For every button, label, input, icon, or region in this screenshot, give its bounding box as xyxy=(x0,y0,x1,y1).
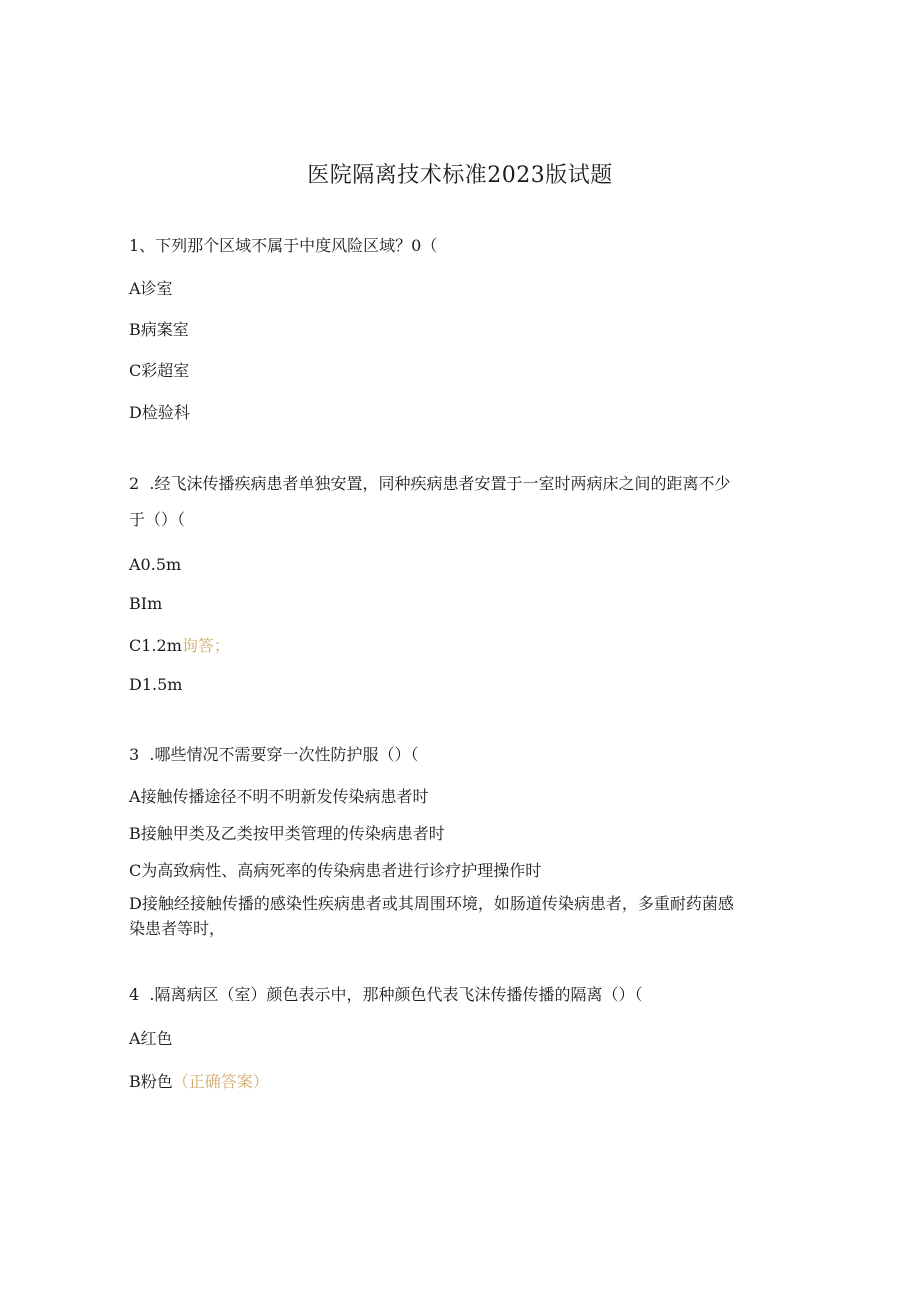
q4-option-b-note: （正确答案） xyxy=(172,1072,269,1091)
q4-option-a: A红色 xyxy=(129,1029,173,1048)
question-4: 4 .隔离病区（室）颜色表示中，那种颜色代表飞沫传播传播的隔离（）（ xyxy=(129,985,643,1004)
q1-option-a: A诊室 xyxy=(129,279,173,298)
document-title: 医院隔离技术标准2023版试题 xyxy=(307,163,613,188)
q1-option-c: C彩超室 xyxy=(129,361,190,380)
q2-option-b: BIm xyxy=(129,594,163,613)
question-3: 3 .哪些情况不需要穿一次性防护服（）（ xyxy=(129,745,419,764)
q3-option-d-line-2: 染患者等时， xyxy=(129,919,226,938)
q1-option-b: B病案室 xyxy=(129,320,189,339)
q2-option-c-note: 询答； xyxy=(181,636,230,655)
q2-option-c xyxy=(129,633,230,656)
question-1: 1、下列那个区域不属于中度风险区域？0（ xyxy=(129,236,438,255)
q4-option-b xyxy=(129,1069,269,1092)
q1-option-d: D检验科 xyxy=(129,403,190,422)
q2-option-c-text: C1.2m xyxy=(129,636,182,655)
q2-option-a: A0.5m xyxy=(129,555,182,574)
q3-option-d-line-1: D接触经接触传播的感染性疾病患者或其周围环境，如肠道传染病患者，多重耐药菌感 xyxy=(129,894,734,913)
q4-option-b-text: B粉色 xyxy=(129,1072,173,1091)
q3-option-a: A接触传播途径不明不明新发传染病患者时 xyxy=(129,787,429,806)
question-2-line-1: 2 .经飞沫传播疾病患者单独安置，同种疾病患者安置于一室时两病床之间的距离不少 xyxy=(129,474,731,493)
q3-option-c: C为高致病性、高病死率的传染病患者进行诊疗护理操作时 xyxy=(129,861,542,880)
q3-option-b: B接触甲类及乙类按甲类管理的传染病患者时 xyxy=(129,824,445,843)
q2-option-d: D1.5m xyxy=(129,675,183,694)
question-2-line-2: 于（）（ xyxy=(129,510,186,529)
